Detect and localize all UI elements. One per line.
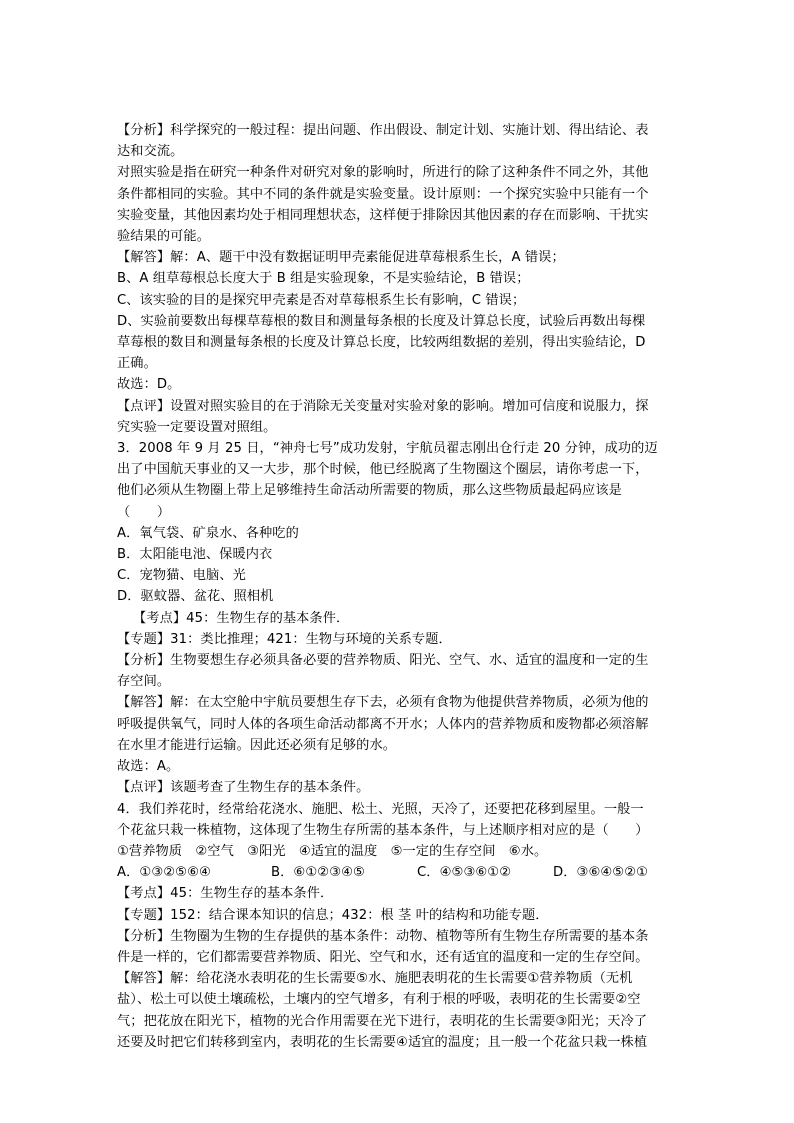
analysis-line-5: 实验变量，其他因素均处于相同理想状态，这样便于排除因其他因素的存在而影响、干扰实 bbox=[117, 207, 649, 223]
q4-topic: 【专题】152：结合课本知识的信息；432：根 茎 叶的结构和功能专题． bbox=[117, 907, 549, 923]
question-4-option-c: C．④⑤③⑥①② bbox=[417, 865, 512, 881]
q4-test-point: 【考点】45：生物生存的基本条件． bbox=[117, 886, 334, 902]
q4-analysis-line-1: 【分析】生物圈为生物的生存提供的基本条件：动物、植物等所有生物生存所需要的基本条 bbox=[117, 928, 649, 944]
analysis-line-3: 对照实验是指在研究一种条件对研究对象的影响时，所进行的除了这种条件不同之外，其他 bbox=[117, 165, 649, 181]
question-3-blank: （ ） bbox=[117, 504, 171, 520]
q3-choice-result: 故选：A。 bbox=[117, 759, 180, 775]
answer-line-5: 草莓根的数目和测量每条根的长度及计算总长度，比较两组数据的差别，得出实验结论，D bbox=[117, 335, 646, 351]
document-page bbox=[117, 120, 685, 1053]
question-4-option-d: D．③⑥④⑤②① bbox=[553, 865, 649, 881]
answer-line-3: C、该实验的目的是探究甲壳素是否对草莓根系生长有影响，C 错误； bbox=[117, 292, 526, 308]
q4-answer-line-2: 盐）、松土可以使土壤疏松，土壤内的空气增多，有利于根的呼吸，表明花的生长需要②空 bbox=[117, 992, 641, 1008]
answer-line-2: B、A 组草莓根总长度大于 B 组是实验现象，不是实验结论，B 错误； bbox=[117, 271, 530, 287]
question-4-option-b: B．⑥①②③④⑤ bbox=[271, 865, 365, 881]
q3-comment: 【点评】该题考查了生物生存的基本条件。 bbox=[117, 780, 370, 796]
question-3-option-b: B．太阳能电池、保暖内衣 bbox=[117, 547, 273, 563]
answer-line-6: 正确。 bbox=[117, 356, 157, 372]
question-3-line-1: 3．2008 年 9 月 25 日，“神舟七号”成功发射，宇航员翟志刚出仓行走 20 分钟，成功的迈 bbox=[117, 441, 658, 457]
choice-result: 故选：D。 bbox=[117, 377, 181, 393]
q3-answer-line-1: 【解答】解：在太空舱中宇航员要想生存下去，必须有食物为他提供营养物质，必须为他的 bbox=[117, 695, 649, 711]
q4-answer-line-4: 还要及时把它们转移到室内，表明花的生长需要④适宜的温度；且一般一个花盆只栽一株植 bbox=[117, 1034, 648, 1050]
question-3-option-c: C．宠物猫、电脑、光 bbox=[117, 568, 246, 584]
q4-answer-line-3: 气；把花放在阳光下，植物的光合作用需要在光下进行，表明花的生长需要③阳光；天冷了 bbox=[117, 1013, 648, 1029]
analysis-line-1: 【分析】科学探究的一般过程：提出问题、作出假设、制定计划、实施计划、得出结论、表 bbox=[117, 123, 649, 138]
analysis-line-2: 达和交流。 bbox=[117, 144, 184, 160]
q3-analysis-line-2: 存空间。 bbox=[117, 674, 171, 690]
q4-analysis-line-2: 件是一样的，它们都需要营养物质、阳光、空气和水，还有适宜的温度和一定的生存空间。 bbox=[117, 949, 649, 965]
answer-line-4: D、实验前要数出每棵草莓根的数目和测量每条根的长度及计算总长度，试验后再数出每棵 bbox=[117, 313, 646, 329]
question-3-option-a: A．氧气袋、矿泉水、各种吃的 bbox=[117, 525, 299, 541]
question-3-line-2: 出了中国航天事业的又一大步，那个时候，他已经脱离了生物圈这个圈层，请你考虑一下， bbox=[117, 462, 649, 478]
q3-analysis-line-1: 【分析】生物要想生存必须具备必要的营养物质、阳光、空气、水、适宜的温度和一定的生 bbox=[117, 653, 649, 669]
comment-line-2: 究实验一定要设置对照组。 bbox=[117, 419, 277, 435]
question-3-option-d: D．驱蚊器、盆花、照相机 bbox=[117, 589, 274, 605]
q4-answer-line-1: 【解答】解：给花浇水表明花的生长需要⑤水、施肥表明花的生长需要①营养物质（无机 bbox=[117, 971, 633, 987]
analysis-line-4: 条件都相同的实验。其中不同的条件就是实验变量。设计原则：一个探究实验中只能有一个 bbox=[117, 186, 649, 202]
q3-answer-line-3: 在水里才能进行运输。因此还必须有足够的水。 bbox=[117, 737, 397, 753]
question-4-option-a: A．①③②⑤⑥④ bbox=[117, 865, 211, 881]
q3-topic: 【专题】31：类比推理；421：生物与环境的关系专题． bbox=[117, 631, 452, 647]
analysis-line-6: 验结果的可能。 bbox=[117, 229, 211, 245]
question-4-conditions: ①营养物质 ②空气 ③阳光 ④适宜的温度 ⑤一定的生存空间 ⑥水。 bbox=[117, 843, 548, 859]
comment-line-1: 【点评】设置对照实验目的在于消除无关变量对实验对象的影响。增加可信度和说服力，探 bbox=[117, 398, 649, 414]
question-4-options bbox=[117, 862, 685, 883]
q3-test-point: 【考点】45：生物生存的基本条件． bbox=[133, 610, 350, 626]
question-4-line-1: 4．我们养花时，经常给花浇水、施肥、松土、光照，天冷了，还要把花移到屋里。一般一 bbox=[117, 801, 644, 817]
q3-answer-line-2: 呼吸提供氧气，同时人体的各项生命活动都离不开水；人体内的营养物质和废物都必须溶解 bbox=[117, 716, 649, 732]
question-3-line-3: 他们必须从生物圈上带上足够维持生命活动所需要的物质，那么这些物质最起码应该是 bbox=[117, 483, 622, 499]
answer-line-1: 【解答】解：A、题干中没有数据证明甲壳素能促进草莓根系生长，A 错误； bbox=[117, 250, 565, 266]
question-4-line-2: 个花盆只栽一株植物，这体现了生物生存所需的基本条件，与上述顺序相对应的是（ ） bbox=[117, 822, 649, 838]
